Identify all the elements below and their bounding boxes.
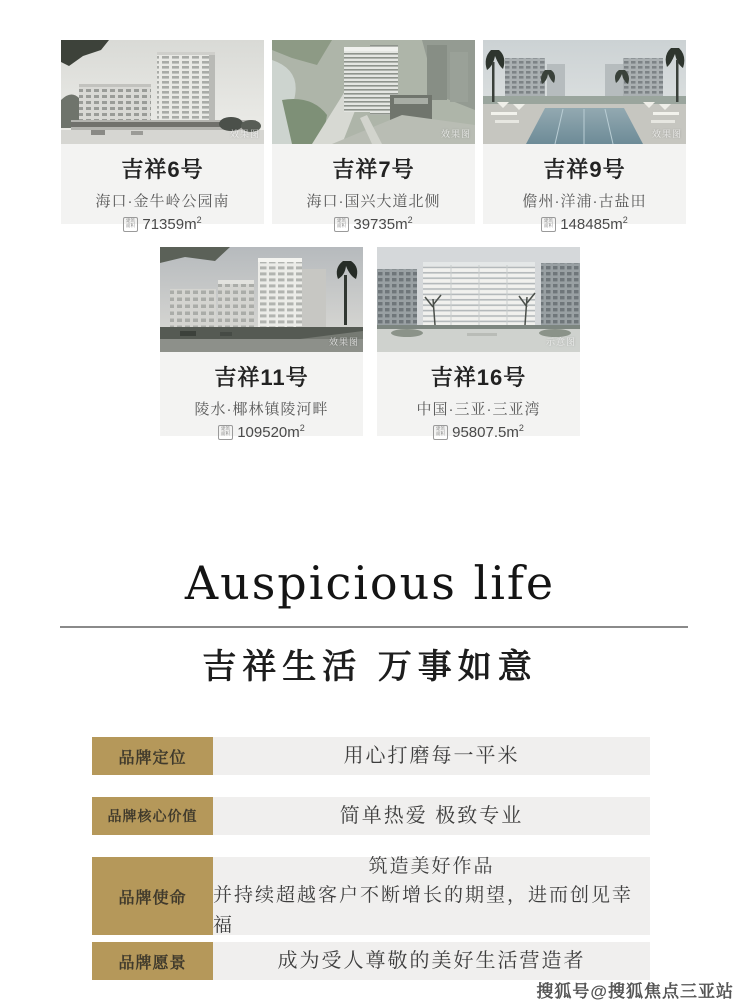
project-card-jixiang-16[interactable] <box>377 247 580 441</box>
project-location: 海口·金牛岭公园南 <box>95 193 230 210</box>
project-area-value: $39735m^2$ <box>353 215 413 233</box>
building-area-icon: 建筑 面积 <box>123 217 138 232</box>
project-area <box>483 215 686 233</box>
project-area <box>61 215 264 233</box>
project-title: 吉祥16号 <box>430 365 527 390</box>
project-location: 儋州·洋浦·古盐田 <box>522 193 647 210</box>
project-location: 陵水·椰林镇陵河畔 <box>194 401 329 418</box>
project-photo-jixiang-7 <box>272 40 475 144</box>
building-area-icon: 建筑 面积 <box>433 425 448 440</box>
project-card-jixiang-11[interactable] <box>160 247 363 441</box>
render-watermark: 效果图 <box>651 129 682 139</box>
render-watermark: 效果图 <box>440 129 471 139</box>
brand-row-label: 品牌核心价值 <box>92 797 213 835</box>
brand-row-mission <box>92 857 650 935</box>
project-title: 吉祥7号 <box>332 157 415 182</box>
project-location: 海口·国兴大道北侧 <box>306 193 441 210</box>
building-area-icon: 建筑 面积 <box>334 217 349 232</box>
project-area <box>160 423 363 441</box>
project-card-jixiang-7[interactable] <box>272 40 475 233</box>
project-photo-jixiang-9 <box>483 40 686 144</box>
project-title: 吉祥6号 <box>121 157 204 182</box>
brand-row-label: 品牌定位 <box>92 737 213 775</box>
project-photo-jixiang-16 <box>377 247 580 352</box>
brand-row-value-line1: 筑造美好作品 <box>368 855 495 877</box>
project-photo-jixiang-6 <box>61 40 264 144</box>
project-area-value: $71359m^2$ <box>142 215 202 233</box>
building-area-icon: 建筑 面积 <box>218 425 233 440</box>
brand-row-label: 品牌使命 <box>92 857 213 935</box>
project-area <box>377 423 580 441</box>
brand-row-label: 品牌愿景 <box>92 942 213 980</box>
render-watermark: 效果图 <box>229 129 260 139</box>
project-location: 中国·三亚·三亚湾 <box>416 401 541 418</box>
project-area-value: $95807.5m^2$ <box>452 423 524 441</box>
brand-row-value: 简单热爱 极致专业 <box>339 804 524 827</box>
slogan-english: Auspicious life <box>184 556 556 610</box>
render-watermark: 效果图 <box>328 337 359 347</box>
project-area-value: $148485m^2$ <box>560 215 628 233</box>
brand-row-value: 用心打磨每一平米 <box>343 744 520 767</box>
sohu-watermark: 搜狐号@搜狐焦点三亚站 <box>536 982 734 1001</box>
building-area-icon: 建筑 面积 <box>541 217 556 232</box>
brand-row-vision <box>92 942 650 980</box>
project-photo-jixiang-11 <box>160 247 363 352</box>
project-area <box>272 215 475 233</box>
brand-row-value-line2: 并持续超越客户不断增长的期望，进而创见幸福 <box>213 885 634 936</box>
divider-line <box>60 626 688 628</box>
project-title: 吉祥9号 <box>543 157 626 182</box>
brand-row-positioning <box>92 737 650 775</box>
project-card-jixiang-9[interactable] <box>483 40 686 233</box>
project-card-jixiang-6[interactable] <box>61 40 264 233</box>
project-area-value: $109520m^2$ <box>237 423 305 441</box>
brand-row-core-values <box>92 797 650 835</box>
brand-row-value: 成为受人尊敬的美好生活营造者 <box>277 949 586 972</box>
project-title: 吉祥11号 <box>214 365 309 390</box>
slogan-chinese: 吉祥生活 万事如意 <box>202 648 538 686</box>
render-watermark: 示意图 <box>545 337 576 347</box>
